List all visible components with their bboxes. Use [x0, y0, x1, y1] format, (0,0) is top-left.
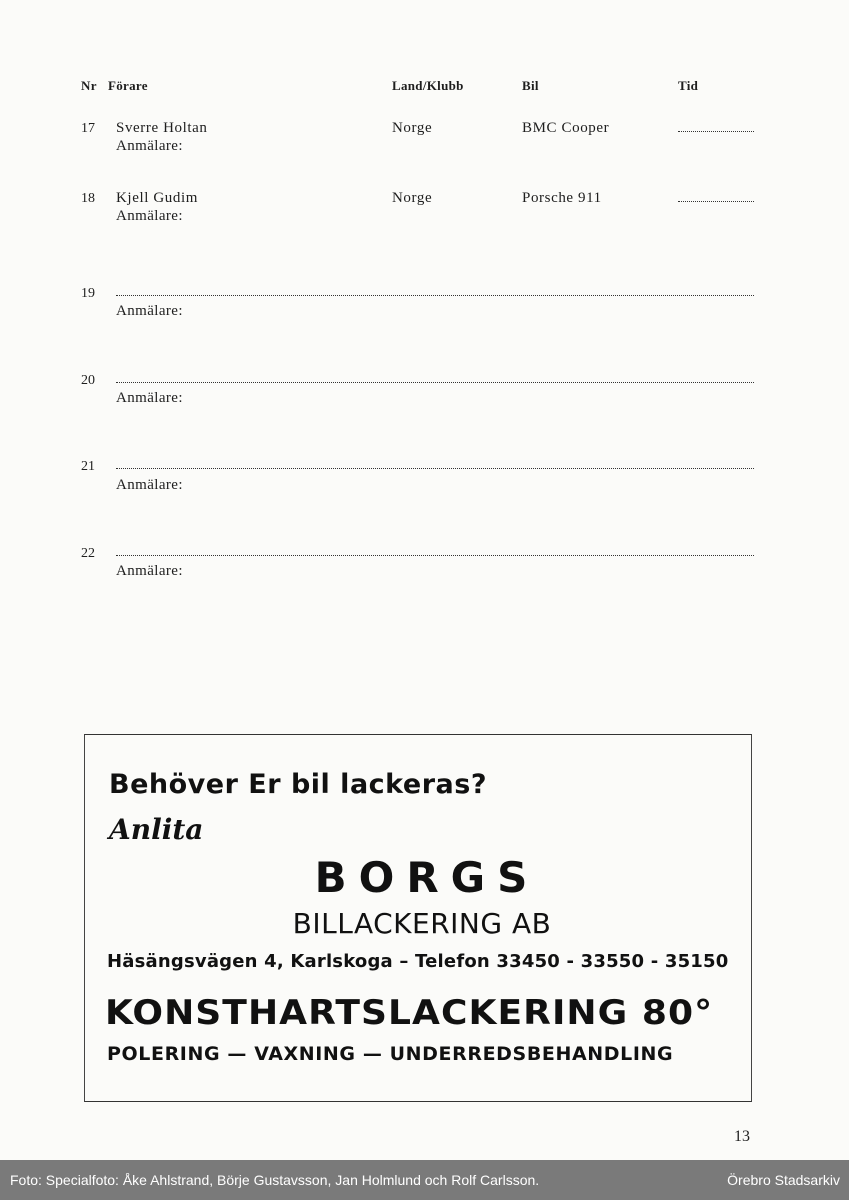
entrant-label: Anmälare:	[116, 208, 183, 224]
ad-services: POLERING — VAXNING — UNDERREDSBEHANDLING	[107, 1043, 674, 1065]
column-header-forare: Förare	[108, 78, 148, 93]
ad-headline: Behöver Er bil lackeras?	[109, 769, 487, 800]
ad-address: Häsängsvägen 4, Karlskoga – Telefon 33450 - 33550 - 35150	[107, 951, 729, 972]
photo-credit-footer	[0, 1160, 849, 1200]
entrant-label: Anmälare:	[116, 563, 183, 579]
entrant-label: Anmälare:	[116, 303, 183, 319]
advertisement-box	[84, 734, 752, 1102]
entry-number: 21	[81, 459, 95, 474]
column-header-land-klubb: Land/Klubb	[392, 78, 464, 93]
entry-number: 18	[81, 191, 95, 206]
entrant-label: Anmälare:	[116, 138, 183, 154]
entry-number: 20	[81, 373, 95, 388]
entry-number: 22	[81, 546, 95, 561]
time-blank	[678, 131, 754, 132]
column-header-tid: Tid	[678, 78, 699, 93]
page-number: 13	[734, 1128, 750, 1145]
ad-company-name: BORGS	[314, 853, 540, 902]
driver-country: Norge	[392, 190, 433, 206]
archive-name: Örebro Stadsarkiv	[727, 1172, 840, 1188]
entrant-label: Anmälare:	[116, 390, 183, 406]
entry-blank-line	[116, 468, 754, 469]
ad-anlita: Anlita	[109, 813, 204, 846]
entry-number: 17	[81, 121, 95, 136]
entry-blank-line	[116, 382, 754, 383]
entry-blank-line	[116, 295, 754, 296]
driver-name: Kjell Gudim	[116, 190, 199, 206]
driver-country: Norge	[392, 120, 433, 136]
column-header-nr: Nr	[81, 78, 97, 93]
ad-konsthartslackering: KONSTHARTSLACKERING 80°	[105, 993, 714, 1033]
entry-blank-line	[116, 555, 754, 556]
entrant-label: Anmälare:	[116, 477, 183, 493]
time-blank	[678, 201, 754, 202]
entry-number: 19	[81, 286, 95, 301]
driver-car: BMC Cooper	[522, 120, 610, 136]
photo-credit: Foto: Specialfoto: Åke Ahlstrand, Börje Gustavsson, Jan Holmlund och Rolf Carlsson.	[10, 1172, 540, 1188]
column-header-bil: Bil	[522, 78, 539, 93]
driver-name: Sverre Holtan	[116, 120, 208, 136]
ad-company-subtitle: BILLACKERING AB	[292, 907, 552, 940]
driver-car: Porsche 911	[522, 190, 602, 206]
